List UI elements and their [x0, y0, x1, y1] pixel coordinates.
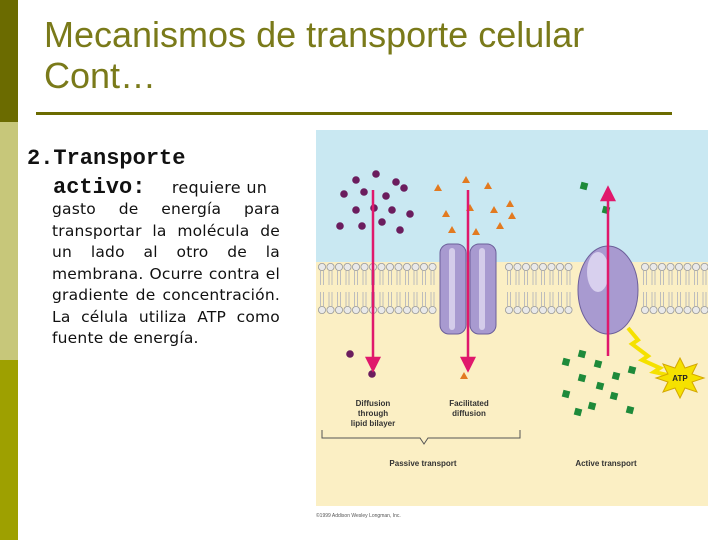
lipid-head: [395, 306, 402, 313]
atp-label: ATP: [672, 374, 688, 383]
solute-dot: [372, 170, 380, 178]
lipid-head: [692, 263, 699, 270]
left-accent-bar-bottom: [0, 360, 18, 540]
solute-dot: [388, 206, 396, 214]
lipid-head: [692, 306, 699, 313]
lipid-head: [667, 263, 674, 270]
heading-line2: [27, 173, 267, 202]
lipid-head: [658, 306, 665, 313]
section-heading: [27, 144, 267, 202]
lipid-head: [684, 263, 691, 270]
lipid-head: [539, 263, 546, 270]
lipid-head: [650, 306, 657, 313]
lipid-head: [505, 263, 512, 270]
active-transport-label: Active transport: [575, 459, 637, 468]
slide-title-line1: Mecanismos de transporte celular: [44, 14, 585, 55]
lipid-head: [378, 306, 385, 313]
lipid-head: [335, 306, 342, 313]
lipid-head: [548, 263, 555, 270]
lipid-head: [701, 306, 708, 313]
lipid-head: [565, 263, 572, 270]
lipid-head: [505, 306, 512, 313]
lipid-head: [514, 306, 521, 313]
lipid-head: [327, 263, 334, 270]
lipid-head: [539, 306, 546, 313]
lipid-head: [361, 263, 368, 270]
lipid-head: [531, 306, 538, 313]
lipid-head: [701, 263, 708, 270]
solute-dot: [352, 176, 360, 184]
passive-transport-label: Passive transport: [389, 459, 457, 468]
body-paragraph: gasto de energía para transportar la molécula de un lado al otro de la membrana. Ocurre contra el gradiente de concentración. La célula utiliza ATP como fuente de energía.: [52, 200, 280, 347]
lipid-head: [429, 263, 436, 270]
lipid-head: [565, 306, 572, 313]
lipid-head: [684, 306, 691, 313]
lipid-head: [556, 263, 563, 270]
lipid-head: [395, 263, 402, 270]
heading-number: 2.: [27, 146, 54, 171]
solute-dot: [358, 222, 366, 230]
solute-dot: [400, 184, 408, 192]
lipid-head: [352, 263, 359, 270]
lipid-head: [641, 306, 648, 313]
membrane-transport-figure: [316, 130, 708, 518]
diffusion-label-3: lipid bilayer: [350, 419, 396, 428]
lipid-head: [429, 306, 436, 313]
diffusion-label-1: Diffusion: [355, 399, 391, 408]
slide-title: [44, 14, 684, 96]
heading-lead-text: requiere un: [171, 178, 268, 197]
lipid-head: [556, 306, 563, 313]
solute-dot: [392, 178, 400, 186]
lipid-head: [548, 306, 555, 313]
lipid-head: [386, 306, 393, 313]
lipid-head: [327, 306, 334, 313]
left-accent-bar-top: [0, 0, 18, 122]
solute-dot: [406, 210, 414, 218]
solute-dot: [340, 190, 348, 198]
lipid-head: [318, 306, 325, 313]
facilitated-label-2: diffusion: [452, 409, 486, 418]
solute-dot: [352, 206, 360, 214]
lipid-head: [378, 263, 385, 270]
lipid-head: [675, 263, 682, 270]
extracellular-region: [316, 130, 708, 262]
heading-word-transporte: Transporte: [53, 146, 186, 171]
title-underline: [36, 112, 672, 115]
lipid-head: [344, 263, 351, 270]
lipid-head: [531, 263, 538, 270]
lipid-head: [522, 263, 529, 270]
solute-dot: [346, 350, 354, 358]
diffusion-label-2: through: [357, 409, 389, 418]
lipid-head: [641, 263, 648, 270]
lipid-head: [412, 263, 419, 270]
lipid-head: [361, 306, 368, 313]
lipid-head: [658, 263, 665, 270]
lipid-head: [420, 306, 427, 313]
lipid-head: [522, 306, 529, 313]
lipid-head: [514, 263, 521, 270]
lipid-head: [344, 306, 351, 313]
left-accent-bar-middle: [0, 122, 18, 360]
solute-dot: [396, 226, 404, 234]
solute-dot: [368, 370, 376, 378]
lipid-head: [335, 263, 342, 270]
facilitated-label: [449, 399, 489, 418]
lipid-head: [412, 306, 419, 313]
heading-word-activo: activo:: [53, 175, 146, 200]
lipid-head: [675, 306, 682, 313]
lipid-head: [318, 263, 325, 270]
lipid-head: [386, 263, 393, 270]
copyright-note: ©1999 Addison Wesley Longman, Inc.: [316, 513, 401, 518]
solute-dot: [360, 188, 368, 196]
lipid-head: [403, 306, 410, 313]
slide-title-line2: Cont…: [44, 55, 157, 96]
lipid-head: [650, 263, 657, 270]
lipid-head: [667, 306, 674, 313]
solute-dot: [382, 192, 390, 200]
facilitated-label-1: Facilitated: [449, 399, 489, 408]
solute-dot: [336, 222, 344, 230]
lipid-head: [403, 263, 410, 270]
lipid-head: [352, 306, 359, 313]
solute-dot: [378, 218, 386, 226]
lipid-head: [420, 263, 427, 270]
